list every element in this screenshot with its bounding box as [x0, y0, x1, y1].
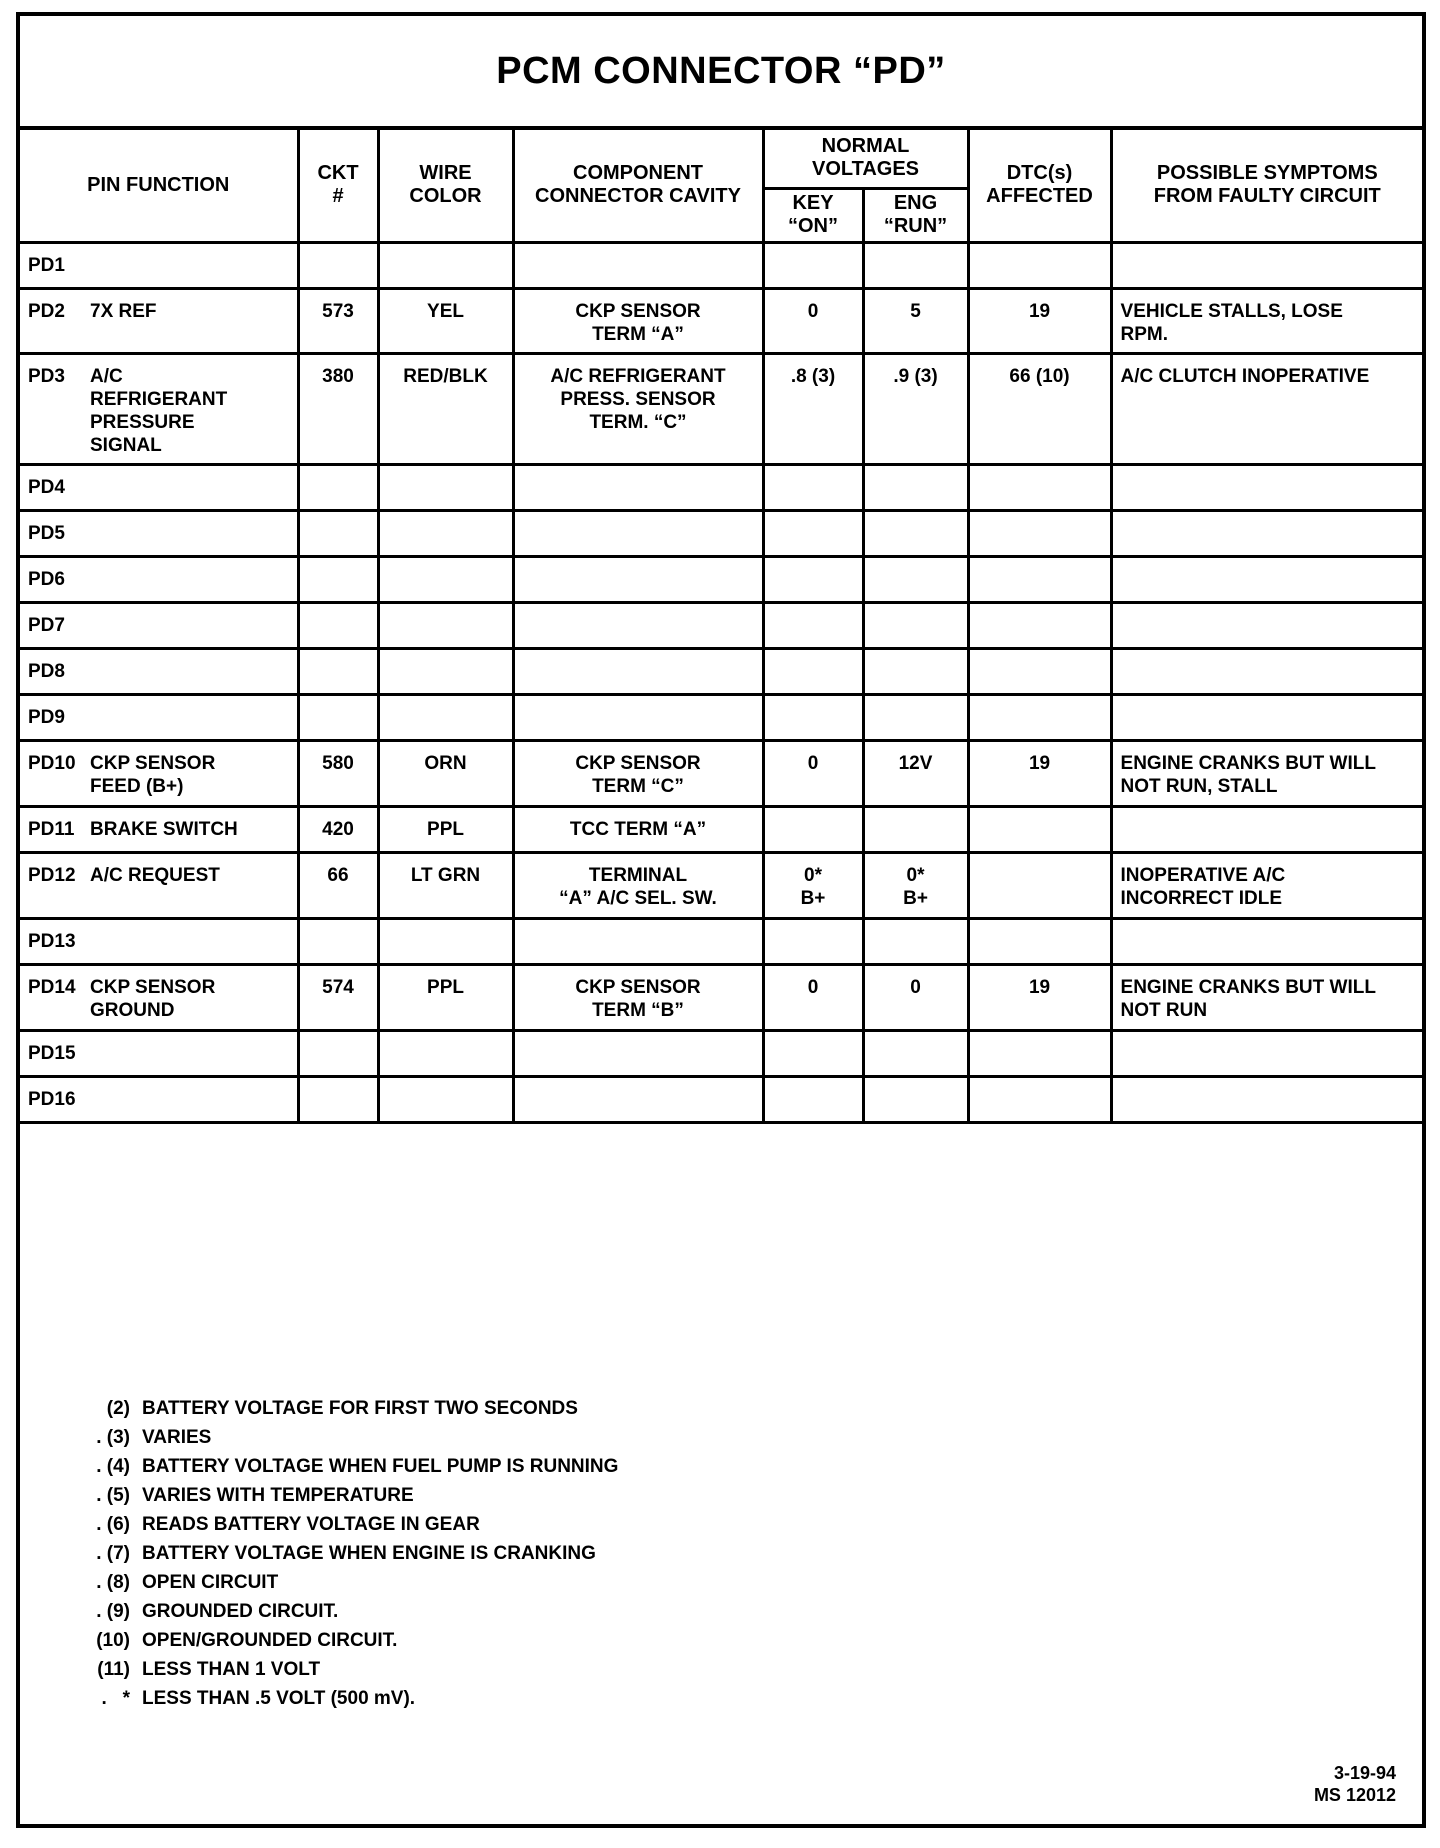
possible-symptoms [1111, 464, 1422, 510]
pin-function: CKP SENSOR GROUND [90, 976, 216, 1021]
footnote-text: VARIES [142, 1427, 212, 1448]
pin-id: PD9 [28, 706, 65, 728]
header-dtc: DTC(s) AFFECTED [968, 130, 1111, 242]
component-cavity [513, 242, 763, 288]
wire-color [378, 464, 513, 510]
component-cavity [513, 918, 763, 964]
pin-function-cell [20, 964, 298, 1030]
footnote-marker: . (9) [96, 1601, 130, 1622]
key-on-voltage [763, 510, 863, 556]
document-stamp [1314, 1762, 1396, 1806]
possible-symptoms [1111, 602, 1422, 648]
ckt-number [298, 694, 378, 740]
eng-run-voltage [863, 806, 968, 852]
key-on-voltage [763, 1076, 863, 1122]
wire-color [378, 1030, 513, 1076]
footnote [68, 1539, 618, 1568]
header-pin-function: PIN FUNCTION [20, 130, 298, 242]
footnote [68, 1684, 618, 1713]
dtc-affected: 19 [968, 288, 1111, 353]
possible-symptoms [1111, 806, 1422, 852]
eng-run-voltage [863, 648, 968, 694]
pin-function-cell [20, 740, 298, 806]
footnote-text: BATTERY VOLTAGE WHEN ENGINE IS CRANKING [142, 1543, 596, 1564]
possible-symptoms: INOPERATIVE A/C INCORRECT IDLE [1111, 852, 1422, 918]
possible-symptoms: ENGINE CRANKS BUT WILL NOT RUN [1111, 964, 1422, 1030]
dtc-affected [968, 918, 1111, 964]
pin-function-cell [20, 510, 298, 556]
pin-id: PD13 [28, 930, 76, 952]
wire-color: YEL [378, 288, 513, 353]
component-cavity: TCC TERM “A” [513, 806, 763, 852]
component-cavity [513, 510, 763, 556]
table-row [20, 602, 1422, 648]
table-row [20, 964, 1422, 1030]
footnote-text: BATTERY VOLTAGE FOR FIRST TWO SECONDS [142, 1398, 578, 1419]
wire-color [378, 510, 513, 556]
ckt-number: 380 [298, 353, 378, 464]
ckt-number: 573 [298, 288, 378, 353]
footnote [68, 1655, 618, 1684]
ckt-number: 574 [298, 964, 378, 1030]
header-component: COMPONENT CONNECTOR CAVITY [513, 130, 763, 242]
wire-color [378, 602, 513, 648]
ckt-number: 580 [298, 740, 378, 806]
wire-color [378, 694, 513, 740]
ckt-number [298, 602, 378, 648]
eng-run-voltage [863, 602, 968, 648]
table-row [20, 806, 1422, 852]
table-row [20, 918, 1422, 964]
footnote [68, 1423, 618, 1452]
pin-function-cell [20, 242, 298, 288]
component-cavity: CKP SENSOR TERM “B” [513, 964, 763, 1030]
pin-function-cell [20, 556, 298, 602]
dtc-affected [968, 510, 1111, 556]
pin-function: BRAKE SWITCH [90, 818, 238, 840]
table-row [20, 288, 1422, 353]
component-cavity: TERMINAL “A” A/C SEL. SW. [513, 852, 763, 918]
key-on-voltage [763, 464, 863, 510]
pin-id: PD4 [28, 476, 65, 498]
wire-color [378, 918, 513, 964]
key-on-voltage: .8 (3) [763, 353, 863, 464]
eng-run-voltage [863, 464, 968, 510]
key-on-voltage: 0 [763, 288, 863, 353]
footnote-text: VARIES WITH TEMPERATURE [142, 1485, 414, 1506]
key-on-voltage [763, 694, 863, 740]
ckt-number: 420 [298, 806, 378, 852]
possible-symptoms [1111, 242, 1422, 288]
dtc-affected: 66 (10) [968, 353, 1111, 464]
eng-run-voltage: 0* B+ [863, 852, 968, 918]
dtc-affected [968, 694, 1111, 740]
key-on-voltage [763, 242, 863, 288]
pin-function-cell [20, 464, 298, 510]
table-row [20, 740, 1422, 806]
table-row [20, 556, 1422, 602]
eng-run-voltage [863, 918, 968, 964]
component-cavity [513, 464, 763, 510]
key-on-voltage [763, 648, 863, 694]
eng-run-voltage [863, 694, 968, 740]
possible-symptoms: ENGINE CRANKS BUT WILL NOT RUN, STALL [1111, 740, 1422, 806]
component-cavity [513, 1076, 763, 1122]
pin-id: PD6 [28, 568, 65, 590]
dtc-affected [968, 852, 1111, 918]
footnote [68, 1568, 618, 1597]
wire-color [378, 648, 513, 694]
eng-run-voltage [863, 556, 968, 602]
footnote-text: BATTERY VOLTAGE WHEN FUEL PUMP IS RUNNING [142, 1456, 619, 1477]
possible-symptoms [1111, 1076, 1422, 1122]
ckt-number [298, 1076, 378, 1122]
footnote [68, 1481, 618, 1510]
table-row [20, 242, 1422, 288]
wire-color: RED/BLK [378, 353, 513, 464]
possible-symptoms [1111, 694, 1422, 740]
eng-run-voltage [863, 1076, 968, 1122]
pin-function-cell [20, 1076, 298, 1122]
eng-run-voltage: 0 [863, 964, 968, 1030]
footnote-marker: . (4) [96, 1456, 130, 1477]
footnotes [68, 1394, 618, 1713]
document-frame [16, 12, 1426, 1828]
pin-id: PD5 [28, 522, 65, 544]
key-on-voltage [763, 1030, 863, 1076]
pin-id: PD11 [28, 818, 75, 840]
key-on-voltage: 0 [763, 740, 863, 806]
possible-symptoms [1111, 648, 1422, 694]
table-row [20, 1076, 1422, 1122]
wire-color [378, 242, 513, 288]
key-on-voltage: 0* B+ [763, 852, 863, 918]
header-eng-run: ENG “RUN” [863, 188, 968, 242]
pin-function: A/C REQUEST [90, 864, 220, 886]
eng-run-voltage: 12V [863, 740, 968, 806]
table-row [20, 694, 1422, 740]
footnote-marker: . (6) [96, 1514, 130, 1535]
ckt-number [298, 510, 378, 556]
wire-color: PPL [378, 806, 513, 852]
header-symptoms: POSSIBLE SYMPTOMS FROM FAULTY CIRCUIT [1111, 130, 1422, 242]
pin-function: 7X REF [90, 300, 157, 322]
pin-table [20, 130, 1422, 1124]
footnote-marker: (10) [96, 1630, 130, 1651]
footnote-marker: (11) [97, 1659, 130, 1680]
table-row [20, 648, 1422, 694]
dtc-affected [968, 1076, 1111, 1122]
dtc-affected [968, 602, 1111, 648]
ckt-number: 66 [298, 852, 378, 918]
pin-function-cell [20, 694, 298, 740]
ckt-number [298, 556, 378, 602]
component-cavity [513, 648, 763, 694]
dtc-affected: 19 [968, 964, 1111, 1030]
dtc-affected [968, 648, 1111, 694]
possible-symptoms: A/C CLUTCH INOPERATIVE [1111, 353, 1422, 464]
pin-function-cell [20, 806, 298, 852]
footnote-text: LESS THAN .5 VOLT (500 mV). [142, 1688, 416, 1709]
component-cavity: A/C REFRIGERANT PRESS. SENSOR TERM. “C” [513, 353, 763, 464]
ckt-number [298, 464, 378, 510]
possible-symptoms: VEHICLE STALLS, LOSE RPM. [1111, 288, 1422, 353]
key-on-voltage [763, 806, 863, 852]
key-on-voltage: 0 [763, 964, 863, 1030]
document-date: 3-19-94 [1333, 1763, 1396, 1783]
document-code: MS 12012 [1313, 1785, 1396, 1805]
header-wire-color: WIRE COLOR [378, 130, 513, 242]
component-cavity [513, 1030, 763, 1076]
footnote [68, 1597, 618, 1626]
footnote-marker: . (8) [96, 1572, 130, 1593]
component-cavity [513, 694, 763, 740]
component-cavity: CKP SENSOR TERM “C” [513, 740, 763, 806]
pin-id: PD15 [28, 1042, 76, 1064]
eng-run-voltage: .9 (3) [863, 353, 968, 464]
page-title: PCM CONNECTOR “PD” [20, 16, 1422, 130]
wire-color [378, 556, 513, 602]
pin-function-cell [20, 288, 298, 353]
key-on-voltage [763, 918, 863, 964]
pin-id: PD16 [28, 1088, 76, 1110]
possible-symptoms [1111, 1030, 1422, 1076]
footnote-marker: . (3) [96, 1427, 130, 1448]
table-row [20, 464, 1422, 510]
dtc-affected: 19 [968, 740, 1111, 806]
footnote [68, 1626, 618, 1655]
wire-color: LT GRN [378, 852, 513, 918]
pin-function-cell [20, 1030, 298, 1076]
ckt-number [298, 242, 378, 288]
pin-function: CKP SENSOR FEED (B+) [90, 752, 216, 797]
header-key-on: KEY “ON” [763, 188, 863, 242]
pin-function-cell [20, 353, 298, 464]
component-cavity [513, 602, 763, 648]
footnote-marker: . (7) [96, 1543, 130, 1564]
eng-run-voltage [863, 510, 968, 556]
dtc-affected [968, 556, 1111, 602]
table-row [20, 510, 1422, 556]
component-cavity [513, 556, 763, 602]
pin-id: PD3 [28, 365, 65, 387]
key-on-voltage [763, 602, 863, 648]
possible-symptoms [1111, 556, 1422, 602]
dtc-affected [968, 242, 1111, 288]
table-row [20, 852, 1422, 918]
ckt-number [298, 648, 378, 694]
pin-id: PD1 [28, 254, 65, 276]
pin-id: PD14 [28, 976, 76, 998]
ckt-number [298, 918, 378, 964]
footnote [68, 1510, 618, 1539]
header-normal-voltages: NORMAL VOLTAGES [763, 130, 968, 188]
dtc-affected [968, 806, 1111, 852]
table-row [20, 1030, 1422, 1076]
ckt-number [298, 1030, 378, 1076]
wire-color: PPL [378, 964, 513, 1030]
possible-symptoms [1111, 510, 1422, 556]
pin-id: PD8 [28, 660, 65, 682]
footnote-text: OPEN CIRCUIT [142, 1572, 279, 1593]
footnote-marker: . * [101, 1688, 130, 1709]
footnote-text: GROUNDED CIRCUIT. [142, 1601, 339, 1622]
dtc-affected [968, 464, 1111, 510]
pin-function-cell [20, 918, 298, 964]
possible-symptoms [1111, 918, 1422, 964]
pin-id: PD7 [28, 614, 65, 636]
pin-function-cell [20, 852, 298, 918]
pin-id: PD12 [28, 864, 76, 886]
key-on-voltage [763, 556, 863, 602]
wire-color [378, 1076, 513, 1122]
footnote-text: READS BATTERY VOLTAGE IN GEAR [142, 1514, 480, 1535]
pin-id: PD10 [28, 752, 76, 774]
component-cavity: CKP SENSOR TERM “A” [513, 288, 763, 353]
dtc-affected [968, 1030, 1111, 1076]
wire-color: ORN [378, 740, 513, 806]
footnote [68, 1394, 618, 1423]
eng-run-voltage [863, 242, 968, 288]
eng-run-voltage [863, 1030, 968, 1076]
pin-id: PD2 [28, 300, 65, 322]
pin-function: A/C REFRIGERANT PRESSURE SIGNAL [90, 365, 228, 456]
pin-function-cell [20, 602, 298, 648]
footnote-text: OPEN/GROUNDED CIRCUIT. [142, 1630, 398, 1651]
table-row [20, 353, 1422, 464]
footnote-text: LESS THAN 1 VOLT [142, 1659, 321, 1680]
footnote-marker: . (5) [96, 1485, 130, 1506]
pin-function-cell [20, 648, 298, 694]
header-ckt: CKT # [298, 130, 378, 242]
footnote-marker: (2) [106, 1398, 130, 1419]
footnote [68, 1452, 618, 1481]
eng-run-voltage: 5 [863, 288, 968, 353]
